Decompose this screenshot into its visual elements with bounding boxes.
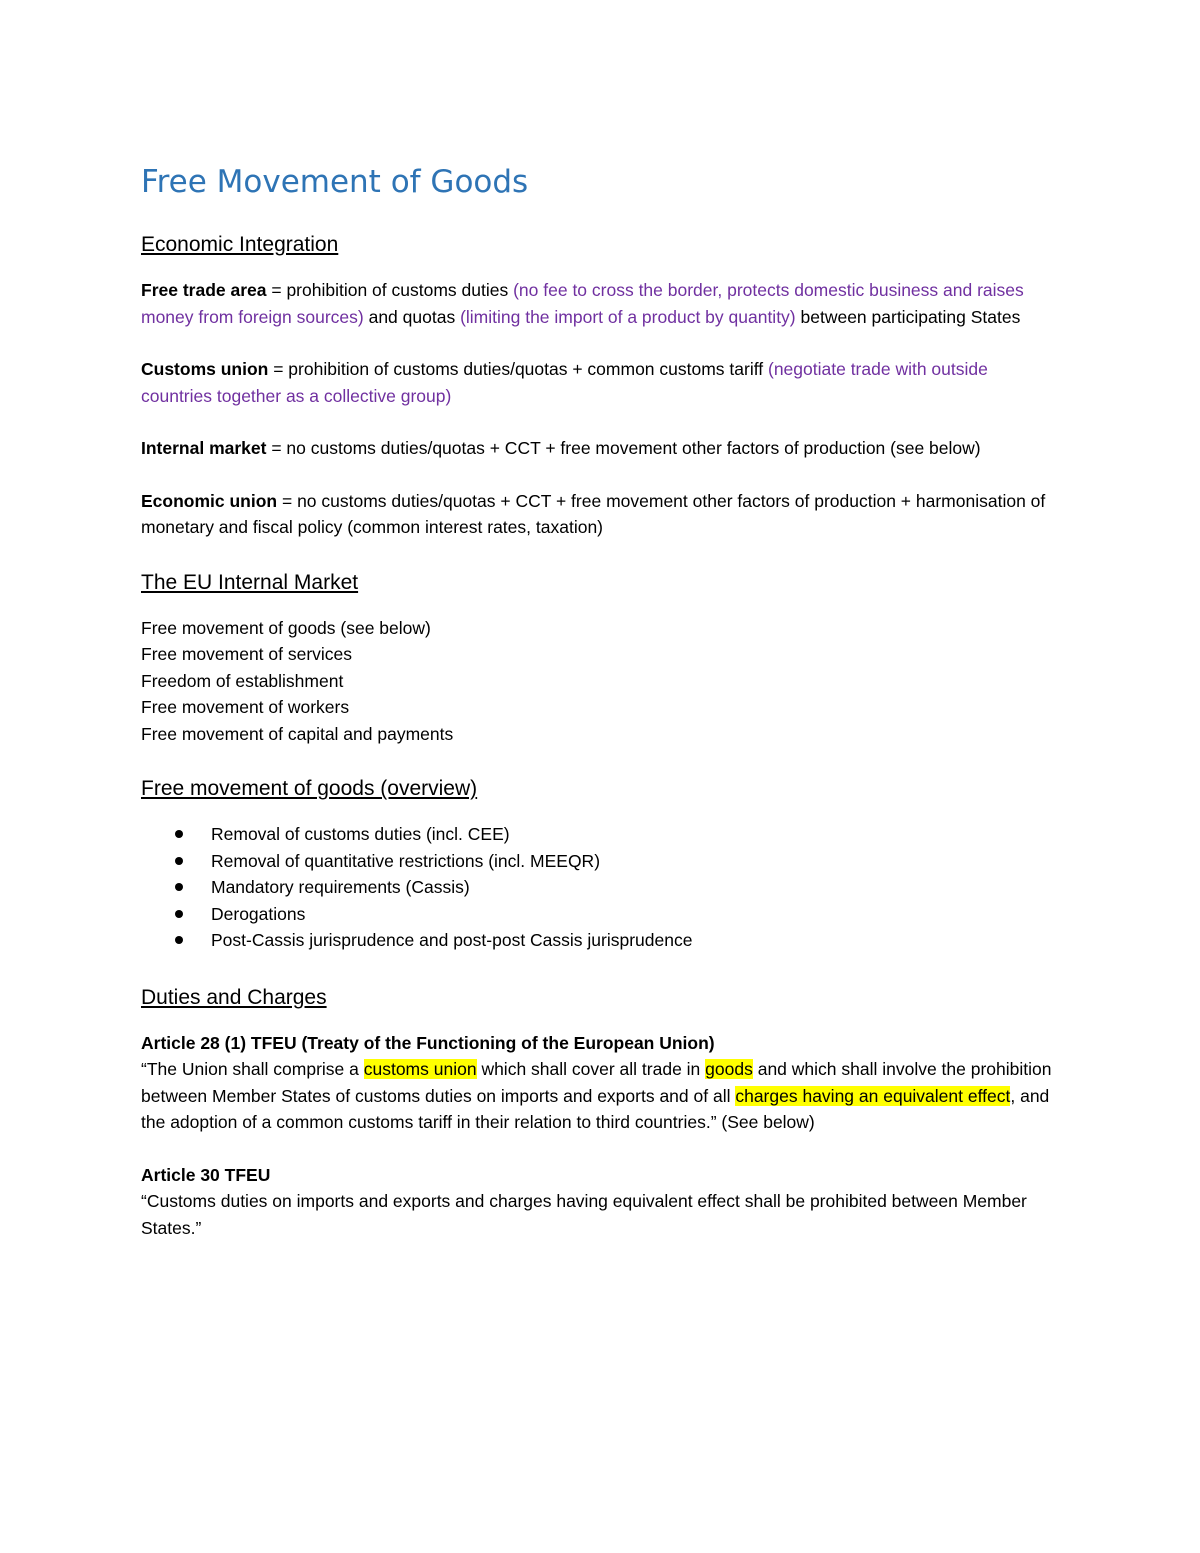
highlight-goods: goods <box>705 1059 753 1079</box>
list-item: Freedom of establishment <box>141 670 344 691</box>
list-eu-internal-market <box>141 615 1061 748</box>
document-body <box>141 160 1061 1241</box>
quote-text: , and the adoption of a common customs tariff in their relation to third countries.” (See below) <box>141 1085 1050 1132</box>
text: = prohibition of customs duties <box>266 280 514 300</box>
bullet-item: Mandatory requirements (Cassis) <box>211 874 1061 901</box>
paragraph-free-trade-area <box>141 277 1061 330</box>
text: = prohibition of customs duties/quotas + common customs tariff <box>268 359 768 379</box>
quote-text: “The Union shall comprise a <box>141 1059 364 1079</box>
article-30-title: Article 30 TFEU <box>141 1164 271 1185</box>
term-customs-union: Customs union <box>141 359 269 379</box>
bullet-item: Derogations <box>211 901 1061 928</box>
text: = no customs duties/quotas + CCT + free movement other factors of production + harmonisation of monetary and fiscal policy (common interest rates, taxation) <box>141 490 1046 537</box>
list-item: Free movement of goods (see below) <box>141 617 431 638</box>
bullet-item: Removal of quantitative restrictions (incl. MEEQR) <box>211 848 1061 875</box>
bullet-item: Removal of customs duties (incl. CEE) <box>211 821 1061 848</box>
heading-eu-internal-market: The EU Internal Market <box>141 570 359 594</box>
list-item: Free movement of capital and payments <box>141 723 454 744</box>
heading-economic-integration: Economic Integration <box>141 233 339 256</box>
text: between participating States <box>795 306 1021 327</box>
note-text: (negotiate trade with outside countries together as a collective group) <box>141 359 988 406</box>
highlight-customs-union: customs union <box>363 1059 477 1079</box>
text: = no customs duties/quotas + CCT + free movement other factors of production (see below) <box>266 438 981 458</box>
quote-text: and which shall involve the prohibition between Member States of customs duties on imports and exports and of all <box>141 1059 1052 1106</box>
list-item: Free movement of workers <box>141 697 350 717</box>
article-28-title: Article 28 (1) TFEU (Treaty of the Functioning of the European Union) <box>141 1032 715 1053</box>
list-item: Free movement of services <box>141 644 353 664</box>
term-internal-market: Internal market <box>141 438 267 458</box>
quote-text: which shall cover all trade in <box>476 1059 706 1079</box>
bullet-list-overview <box>141 821 1061 954</box>
article-28-quote <box>141 1056 1061 1136</box>
paragraph-internal-market <box>141 435 1061 462</box>
document-title: Free Movement of Goods <box>141 164 529 200</box>
heading-fmog-overview: Free movement of goods (overview) <box>141 777 478 800</box>
paragraph-customs-union <box>141 356 1061 409</box>
note-text: (limiting the import of a product by quantity) <box>460 306 796 327</box>
bullet-item: Post-Cassis jurisprudence and post-post Cassis jurisprudence <box>211 927 1061 954</box>
note-text: (no fee to cross the border, protects domestic business and raises money from foreign sources) <box>141 280 1024 327</box>
paragraph-economic-union <box>141 488 1061 541</box>
highlight-charges-equivalent-effect: charges having an equivalent effect <box>735 1085 1011 1106</box>
heading-duties-charges: Duties and Charges <box>141 985 327 1009</box>
term-free-trade-area: Free trade area <box>141 280 267 300</box>
term-economic-union: Economic union <box>141 490 278 511</box>
text: and quotas <box>363 306 461 327</box>
article-30-quote: “Customs duties on imports and exports and charges having equivalent effect shall be prohibited between Member States.” <box>141 1191 1027 1238</box>
